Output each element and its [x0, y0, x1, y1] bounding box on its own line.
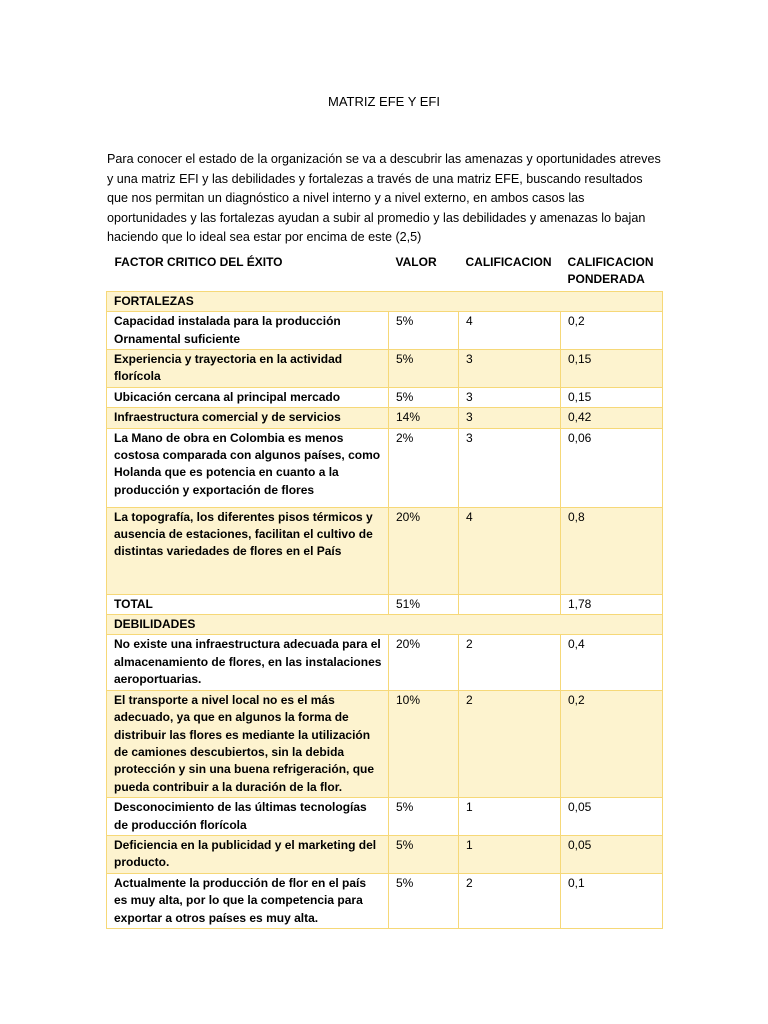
- valor-cell: 5%: [389, 387, 459, 407]
- total-calificacion: [459, 594, 561, 614]
- table-row: [107, 873, 663, 928]
- valor-cell: 20%: [389, 635, 459, 690]
- table-row: [107, 387, 663, 407]
- valor-cell: 5%: [389, 312, 459, 350]
- ponderada-cell: 0,42: [561, 408, 663, 428]
- calificacion-cell: 3: [459, 428, 561, 507]
- table-row: [107, 350, 663, 388]
- header-valor: VALOR: [395, 255, 437, 269]
- ponderada-cell: 0,2: [561, 690, 663, 797]
- header-row: [107, 252, 663, 291]
- ponderada-cell: 0,05: [561, 798, 663, 836]
- table-row: [107, 312, 663, 350]
- factor-cell: No existe una infraestructura adecuada para el almacenamiento de flores, en las instalaciones aeroportuarias.: [107, 635, 389, 690]
- table-row: [107, 507, 663, 594]
- ponderada-cell: 0,06: [561, 428, 663, 507]
- table-row: [107, 835, 663, 873]
- intro-paragraph: Para conocer el estado de la organización se va a descubrir las amenazas y oportunidades atreves y una matriz EFI y las debilidades y fortalezas a través de una matriz EFE, buscando resultados que nos permitan un diagnóstico a nivel interno y a nivel externo, en ambos casos las oportunidades y las fortalezas ayudan a subir al promedio y las debilidades y amenazas lo bajan haciendo que lo ideal sea estar por encima de este (2,5): [107, 152, 661, 244]
- section-label: FORTALEZAS: [107, 291, 663, 311]
- calificacion-cell: 2: [459, 635, 561, 690]
- calificacion-cell: 1: [459, 835, 561, 873]
- total-ponderada: 1,78: [561, 594, 663, 614]
- factor-cell: Capacidad instalada para la producción Ornamental suficiente: [107, 312, 389, 350]
- table-row: [107, 635, 663, 690]
- factor-cell: Actualmente la producción de flor en el país es muy alta, por lo que la competencia para exportar a otros países es muy alta.: [107, 873, 389, 928]
- calificacion-cell: 1: [459, 798, 561, 836]
- ponderada-cell: 0,8: [561, 507, 663, 594]
- header-calificacion: CALIFICACION: [465, 255, 552, 269]
- factor-cell: Experiencia y trayectoria en la actividad florícola: [107, 350, 389, 388]
- section-debilidades: [107, 615, 663, 635]
- ponderada-cell: 0,15: [561, 387, 663, 407]
- valor-cell: 2%: [389, 428, 459, 507]
- valor-cell: 5%: [389, 350, 459, 388]
- section-label: DEBILIDADES: [107, 615, 663, 635]
- table-row: [107, 428, 663, 507]
- factor-cell: Deficiencia en la publicidad y el marketing del producto.: [107, 835, 389, 873]
- ponderada-cell: 0,05: [561, 835, 663, 873]
- header-ponderada: CALIFICACION PONDERADA: [567, 255, 654, 287]
- table-row: [107, 408, 663, 428]
- calificacion-cell: 3: [459, 408, 561, 428]
- ponderada-cell: 0,1: [561, 873, 663, 928]
- factor-cell: Ubicación cercana al principal mercado: [107, 387, 389, 407]
- total-label: TOTAL: [107, 594, 389, 614]
- valor-cell: 14%: [389, 408, 459, 428]
- valor-cell: 5%: [389, 835, 459, 873]
- calificacion-cell: 4: [459, 312, 561, 350]
- efe-efi-matrix: [106, 252, 663, 929]
- calificacion-cell: 2: [459, 873, 561, 928]
- valor-cell: 20%: [389, 507, 459, 594]
- factor-cell: Infraestructura comercial y de servicios: [107, 408, 389, 428]
- section-fortalezas: [107, 291, 663, 311]
- factor-cell: El transporte a nivel local no es el más adecuado, ya que en algunos la forma de distribuir las flores es mediante la utilización de camiones descubiertos, sin la debida protección y sin una buena refrigeración, que pueda contribuir a la duración de la flor.: [107, 690, 389, 797]
- valor-cell: 5%: [389, 798, 459, 836]
- total-row: [107, 594, 663, 614]
- table-row: [107, 690, 663, 797]
- calificacion-cell: 2: [459, 690, 561, 797]
- calificacion-cell: 3: [459, 350, 561, 388]
- ponderada-cell: 0,2: [561, 312, 663, 350]
- factor-cell: Desconocimiento de las últimas tecnologías de producción florícola: [107, 798, 389, 836]
- ponderada-cell: 0,4: [561, 635, 663, 690]
- header-factor: FACTOR CRITICO DEL ÉXITO: [114, 255, 283, 269]
- valor-cell: 10%: [389, 690, 459, 797]
- ponderada-cell: 0,15: [561, 350, 663, 388]
- calificacion-cell: 4: [459, 507, 561, 594]
- factor-cell: La Mano de obra en Colombia es menos costosa comparada con algunos países, como Holanda que es potencia en cuanto a la producción y exportación de flores: [107, 428, 389, 507]
- calificacion-cell: 3: [459, 387, 561, 407]
- table-row: [107, 798, 663, 836]
- factor-cell: La topografía, los diferentes pisos térmicos y ausencia de estaciones, facilitan el cultivo de distintas variedades de flores en el País: [107, 507, 389, 594]
- document-title: MATRIZ EFE Y EFI: [328, 94, 440, 109]
- total-valor: 51%: [389, 594, 459, 614]
- valor-cell: 5%: [389, 873, 459, 928]
